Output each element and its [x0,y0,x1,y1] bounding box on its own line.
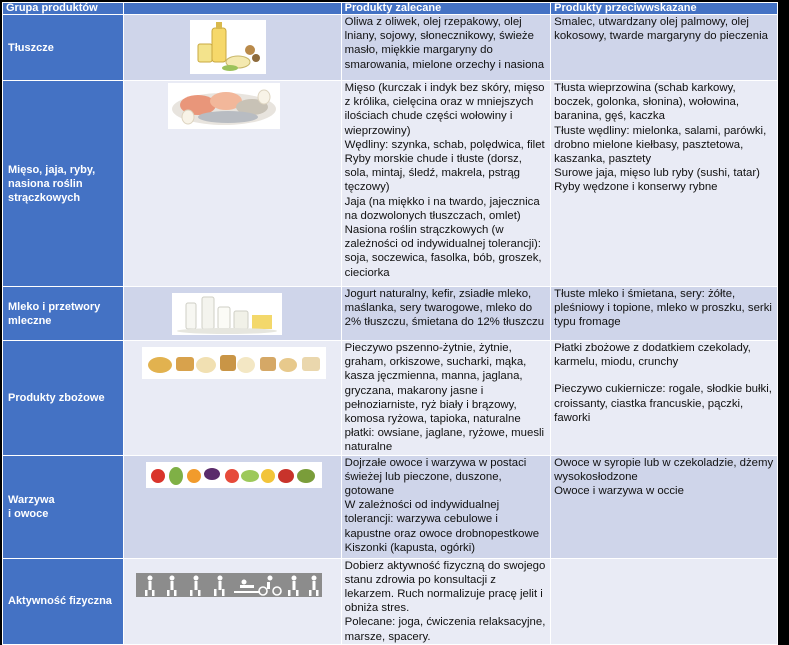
header-group: Grupa produktów [3,3,124,15]
contraindicated-cell [551,81,778,287]
table-row [3,455,778,558]
recommended-cell [341,287,551,341]
contraindicated-item: Owoce w syropie lub w czekoladzie, dżemy wysokosłodzone [554,456,774,483]
recommended-item: Jaja (na miękko i na twardo, jajecznica na dozwolonych tłuszczach, omlet) [344,195,540,222]
image-cell [124,15,342,81]
contraindicated-cell [551,287,778,341]
recommended-item: Nasiona roślin strączkowych (w zależności od indywidualnej tolerancji): soja, soczewica, fasolka, bób, groszek, cieciorka [344,224,542,279]
physical-activity-pictograms-icon [136,573,322,597]
fruits-vegetables-icon [146,462,322,488]
recommended-item: Mięso (kurczak i indyk bez skóry, mięso z królika, cielęcina oraz w mniejszych ilościach chude części wołowiny i wieprzowiny) [344,82,545,137]
contraindicated-cell [551,15,778,81]
group-label: Mięso, jaja, ryby, nasiona roślin strączkowych [3,81,124,287]
table-row [3,287,778,341]
recommended-item: Pieczywo pszenno-żytnie, żytnie, graham, orkiszowe, sucharki, mąka, kasza jęczmienna, manna, jaglana, gryczana, makarony jasne i pełnoziarniste, ryż biały i brązowy, komosa ryżowa, tapioka, naturalne płatki: owsiane, jaglane, ryżowe, muesli naturalne [344,342,545,454]
group-label [3,455,124,558]
recommended-cell [341,341,551,456]
grain-products-icon [142,347,326,379]
recommended-item: Dojrzałe owoce i warzywa w postaci świeżej lub pieczone, duszone, gotowane [344,456,527,498]
contraindicated-item: Surowe jaja, mięso lub ryby (sushi, tatar) [554,167,760,180]
group-label: Produkty zbożowe [3,341,124,456]
group-label-line: i owoce [8,507,49,520]
group-label-line: Warzywa [8,493,55,506]
table-row [3,15,778,81]
contraindicated-item: Smalec, utwardzany olej palmowy, olej kokosowy, twarde margaryny do pieczenia [554,16,768,43]
contraindicated-cell [551,558,778,644]
image-cell [124,287,342,341]
dairy-products-icon [172,293,282,335]
recommended-cell [341,15,551,81]
header-contraindicated: Produkty przeciwwskazane [551,3,778,15]
contraindicated-item: Pieczywo cukiernicze: rogale, słodkie bułki, croissanty, ciastka francuskie, pączki, faworki [554,383,772,424]
contraindicated-item: Tłuste wędliny: mielonka, salami, parówki, drobno mielone kiełbasy, pasztetowa, kaszanka, pasztety [554,124,767,166]
recommended-cell [341,455,551,558]
table-row [3,558,778,644]
group-label: Tłuszcze [3,15,124,81]
recommended-item: Wędliny: szynka, schab, polędwica, filet [344,138,545,151]
diet-table [2,2,778,645]
header-recommended: Produkty zalecane [341,3,551,15]
contraindicated-item: Tłusta wieprzowina (schab karkowy, boczek, golonka, słonina), wołowina, baranina, gęś, kaczka [554,82,740,123]
table-row [3,341,778,456]
contraindicated-cell [551,341,778,456]
recommended-cell [341,558,551,644]
group-label: Mleko i przetwory mleczne [3,287,124,341]
image-cell [124,455,342,558]
recommended-item: Kiszonki (kapusta, ogórki) [344,541,476,554]
recommended-cell [341,81,551,287]
recommended-item: Polecane: joga, ćwiczenia relaksacyjne, marsze, spacery. [344,616,546,643]
header-image [124,3,342,15]
recommended-item: W zależności od indywidualnej tolerancji: warzywa cebulowe i kapustne oraz owoce drobnopestkowe [344,499,540,540]
image-cell [124,341,342,456]
recommended-item: Oliwa z oliwek, olej rzepakowy, olej lniany, sojowy, słonecznikowy, świeże masło, miękkie margaryny do smarowania, mielone orzechy i nasiona [344,16,545,71]
meat-fish-eggs-icon [168,83,280,129]
table-row [3,81,778,287]
contraindicated-cell [551,455,778,558]
recommended-item: Ryby morskie chude i tłuste (dorsz, sola, mintaj, śledź, makrela, pstrąg tęczowy) [344,153,522,194]
contraindicated-item: Tłuste mleko i śmietana, sery: żółte, pleśniowy i topione, mleko w proszku, serki typu fromage [554,288,772,329]
recommended-item: Dobierz aktywność fizyczną do swojego stanu zdrowia po konsultacji z lekarzem. Ruch normalizuje pracę jelit i obniża stres. [344,559,546,615]
oils-butter-nuts-icon [190,20,266,74]
group-label: Aktywność fizyczna [3,558,124,644]
table-header-row [3,3,778,15]
contraindicated-item: Płatki zbożowe z dodatkiem czekolady, karmelu, miodu, crunchy [554,342,751,369]
image-cell [124,81,342,287]
recommended-item: Jogurt naturalny, kefir, zsiadłe mleko, maślanka, sery twarogowe, mleko do 2% tłuszczu, śmietana do 12% tłuszczu [344,288,545,329]
contraindicated-item: Ryby wędzone i konserwy rybne [554,181,718,194]
contraindicated-item: Owoce i warzywa w occie [554,485,684,498]
image-cell [124,558,342,644]
